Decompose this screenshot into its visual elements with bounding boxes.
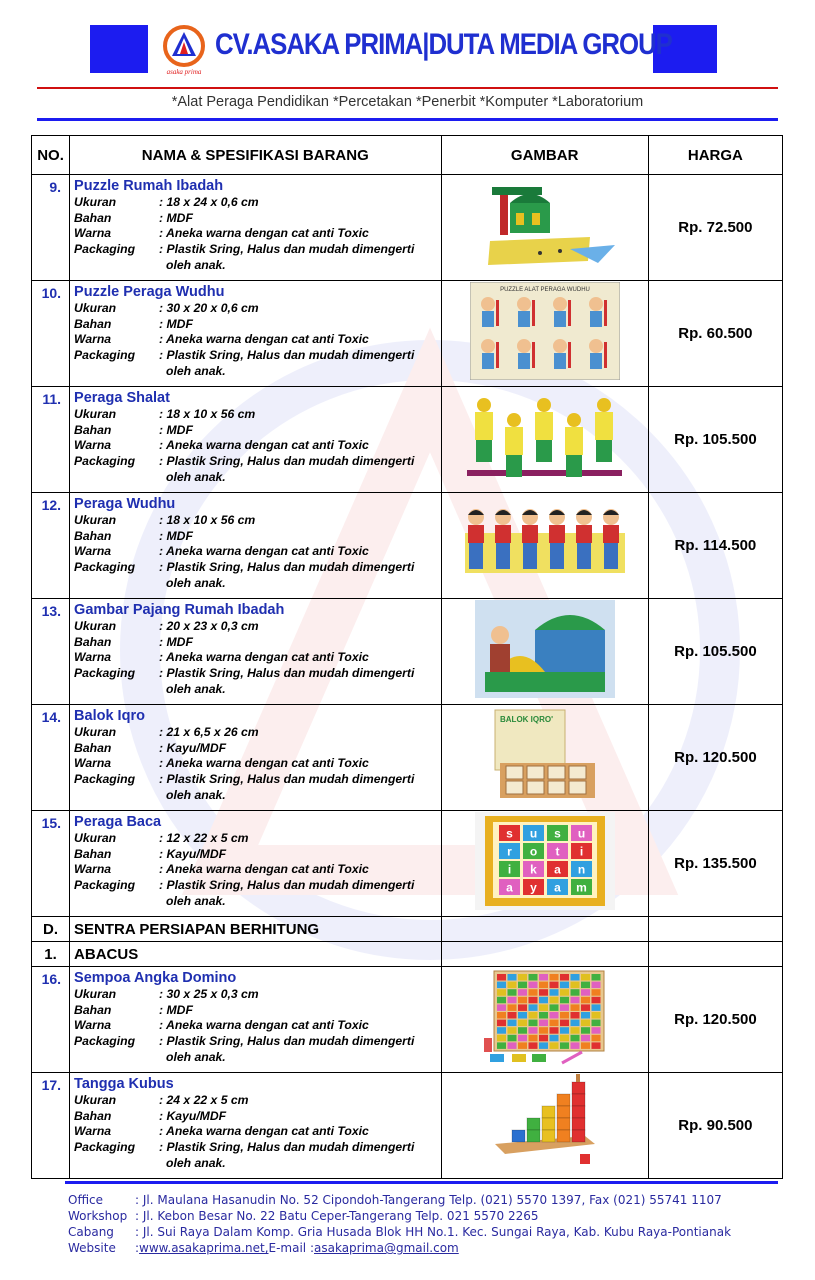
table-row: [32, 493, 783, 599]
spec-material: : MDF: [159, 422, 193, 437]
item-name-spec: [70, 281, 441, 387]
svg-text:u: u: [577, 826, 585, 841]
section-no: D.: [32, 917, 70, 942]
spec-material: : MDF: [159, 634, 193, 649]
spec-material: : Kayu/MDF: [159, 846, 227, 861]
product-price: Rp. 105.500: [648, 387, 782, 493]
spec-color: : Aneka warna dengan cat anti Toxic: [159, 756, 369, 771]
wudhu-puzzle-icon: [470, 287, 620, 384]
item-name-spec: [70, 175, 441, 281]
subsection-title: ABACUS: [70, 942, 441, 967]
product-image: [441, 967, 648, 1073]
svg-text:k: k: [529, 862, 537, 877]
product-name: Peraga Baca: [74, 814, 162, 830]
product-image: [441, 599, 648, 705]
product-name: Tangga Kubus: [74, 1076, 174, 1092]
spec-size: : 21 x 6,5 x 26 cm: [159, 725, 259, 739]
svg-text:i: i: [507, 862, 511, 877]
svg-text:s: s: [553, 826, 561, 841]
product-name: Gambar Pajang Rumah Ibadah: [74, 602, 285, 618]
domino-abacus-icon: [482, 1053, 607, 1070]
section-row: [32, 917, 783, 942]
item-no: 13.: [32, 599, 70, 705]
product-image: [441, 281, 648, 387]
item-name-spec: [70, 387, 441, 493]
header-price: HARGA: [648, 136, 782, 175]
item-name-spec: [70, 705, 441, 811]
wudhu-figures-icon: [460, 570, 630, 587]
item-no: 9.: [32, 175, 70, 281]
spec-material: : MDF: [159, 316, 193, 331]
item-no: 10.: [32, 281, 70, 387]
svg-text:i: i: [579, 844, 583, 859]
svg-text:y: y: [529, 880, 537, 895]
footer-divider-blue: [65, 1181, 778, 1184]
product-spec: Ukuran : 20 x 23 x 0,3 cm Bahan : MDF Warna : Aneka warna dengan cat anti Toxic Packaging : Plastik Sring, Halus dan mudah dimengerti oleh anak.: [74, 619, 440, 698]
table-row: [32, 599, 783, 705]
product-spec: Ukuran : 18 x 24 x 0,6 cm Bahan : MDF Warna : Aneka warna dengan cat anti Toxic Packaging : Plastik Sring, Halus dan mudah dimengerti oleh anak.: [74, 195, 440, 274]
item-no: 17.: [32, 1073, 70, 1179]
spec-color: : Aneka warna dengan cat anti Toxic: [159, 1124, 369, 1139]
product-name: Sempoa Angka Domino: [74, 970, 237, 986]
item-no: 16.: [32, 967, 70, 1073]
item-name-spec: [70, 811, 441, 917]
spec-color: : Aneka warna dengan cat anti Toxic: [159, 862, 369, 877]
svg-text:r: r: [506, 844, 512, 859]
spec-color: : Aneka warna dengan cat anti Toxic: [159, 438, 369, 453]
product-name: Puzzle Peraga Wudhu: [74, 284, 225, 300]
spec-color: : Aneka warna dengan cat anti Toxic: [159, 1018, 369, 1033]
product-price: Rp. 114.500: [648, 493, 782, 599]
product-spec: Ukuran : 12 x 22 x 5 cm Bahan : Kayu/MDF Warna : Aneka warna dengan cat anti Toxic Packaging : Plastik Sring, Halus dan mudah dimengerti oleh anak.: [74, 831, 440, 910]
spec-size: : 24 x 22 x 5 cm: [159, 1093, 249, 1107]
table-row: [32, 387, 783, 493]
header-image: GAMBAR: [441, 136, 648, 175]
product-price: Rp. 105.500: [648, 599, 782, 705]
spec-size: : 18 x 10 x 56 cm: [159, 513, 256, 527]
table-row: [32, 175, 783, 281]
header-no: NO.: [32, 136, 70, 175]
table-row: [32, 705, 783, 811]
spec-packaging: : Plastik Sring, Halus dan mudah dimengerti: [159, 348, 415, 363]
footer-contact: [68, 1192, 731, 1256]
svg-text:m: m: [575, 880, 587, 895]
spec-packaging-cont: oleh anak.: [166, 893, 226, 908]
iqro-blocks-icon: [490, 714, 600, 807]
spec-material: : MDF: [159, 528, 193, 543]
product-image: [441, 493, 648, 599]
section-title: SENTRA PERSIAPAN BERHITUNG: [70, 917, 441, 942]
tagline: *Alat Peraga Pendidikan *Percetakan *Penerbit *Komputer *Laboratorium: [171, 94, 644, 110]
header-blue-block-left: [90, 25, 148, 73]
spec-packaging: : Plastik Sring, Halus dan mudah dimengerti: [159, 1140, 415, 1155]
spec-material: : Kayu/MDF: [159, 1108, 227, 1123]
item-no: 12.: [32, 493, 70, 599]
header-name: NAMA & SPESIFIKASI BARANG: [70, 136, 441, 175]
spec-material: : MDF: [159, 1002, 193, 1017]
spec-packaging-cont: oleh anak.: [166, 575, 226, 590]
spec-size: : 30 x 25 x 0,3 cm: [159, 987, 259, 1001]
product-image: [441, 811, 648, 917]
product-name: Puzzle Rumah Ibadah: [74, 178, 224, 194]
item-name-spec: [70, 967, 441, 1073]
item-no: 15.: [32, 811, 70, 917]
svg-text:s: s: [505, 826, 513, 841]
item-name-spec: [70, 1073, 441, 1179]
spec-size: : 18 x 24 x 0,6 cm: [159, 195, 259, 209]
product-name: Peraga Wudhu: [74, 496, 176, 512]
product-image: [441, 175, 648, 281]
header-divider-blue: [37, 118, 778, 121]
svg-text:n: n: [577, 862, 585, 877]
product-image: [441, 387, 648, 493]
table-row: [32, 967, 783, 1073]
product-spec: Ukuran : 24 x 22 x 5 cm Bahan : Kayu/MDF Warna : Aneka warna dengan cat anti Toxic Packaging : Plastik Sring, Halus dan mudah dimengerti oleh anak.: [74, 1093, 440, 1172]
spec-packaging: : Plastik Sring, Halus dan mudah dimengerti: [159, 454, 415, 469]
footer-website: Website : www.asakaprima.net, E-mail : asakaprima@gmail.com: [68, 1241, 459, 1255]
product-spec: Ukuran : 30 x 25 x 0,3 cm Bahan : MDF Warna : Aneka warna dengan cat anti Toxic Packaging : Plastik Sring, Halus dan mudah dimengerti oleh anak.: [74, 987, 440, 1066]
product-spec: Ukuran : 30 x 20 x 0,6 cm Bahan : MDF Warna : Aneka warna dengan cat anti Toxic Packaging : Plastik Sring, Halus dan mudah dimengerti oleh anak.: [74, 301, 440, 380]
spec-packaging: : Plastik Sring, Halus dan mudah dimengerti: [159, 772, 415, 787]
footer-branch: Cabang : Jl. Sui Raya Dalam Komp. Gria Husada Blok HH No.1. Kec. Sungai Raya, Kab. Kubu Raya-Pontianak: [68, 1225, 732, 1239]
svg-text:asaka prima: asaka prima: [166, 68, 202, 76]
spec-packaging-cont: oleh anak.: [166, 363, 226, 378]
spec-packaging: : Plastik Sring, Halus dan mudah dimengerti: [159, 560, 415, 575]
footer-office: Office : Jl. Maulana Hasanudin No. 52 Cipondoh-Tangerang Telp. (021) 5570 1397, Fax (021) 55741 1107: [68, 1193, 722, 1207]
table-row: [32, 281, 783, 387]
table-header-row: [32, 136, 783, 175]
product-price: Rp. 72.500: [648, 175, 782, 281]
spec-color: : Aneka warna dengan cat anti Toxic: [159, 650, 369, 665]
table-row: [32, 811, 783, 917]
subsection-row: [32, 942, 783, 967]
svg-text:BALOK IQRO': BALOK IQRO': [499, 714, 553, 724]
product-name: Peraga Shalat: [74, 390, 170, 406]
item-no: 11.: [32, 387, 70, 493]
subsection-no: 1.: [32, 942, 70, 967]
product-image: [441, 1073, 648, 1179]
spec-material: : MDF: [159, 210, 193, 225]
spec-packaging-cont: oleh anak.: [166, 469, 226, 484]
svg-text:a: a: [505, 880, 513, 895]
spec-color: : Aneka warna dengan cat anti Toxic: [159, 226, 369, 241]
product-price: Rp. 60.500: [648, 281, 782, 387]
item-name-spec: [70, 493, 441, 599]
prayer-figures-icon: [462, 469, 627, 486]
mosque-puzzle-icon: [470, 258, 620, 275]
spec-packaging: : Plastik Sring, Halus dan mudah dimengerti: [159, 878, 415, 893]
product-table: [31, 135, 783, 1179]
product-spec: Ukuran : 18 x 10 x 56 cm Bahan : MDF Warna : Aneka warna dengan cat anti Toxic Packaging : Plastik Sring, Halus dan mudah dimengerti oleh anak.: [74, 407, 440, 486]
svg-text:a: a: [553, 862, 561, 877]
footer-workshop: Workshop : Jl. Kebon Besar No. 22 Batu Ceper-Tangerang Telp. 021 5570 2265: [68, 1209, 539, 1223]
spec-packaging-cont: oleh anak.: [166, 787, 226, 802]
spec-packaging: : Plastik Sring, Halus dan mudah dimengerti: [159, 1034, 415, 1049]
spec-size: : 18 x 10 x 56 cm: [159, 407, 256, 421]
product-price: Rp. 135.500: [648, 811, 782, 917]
spec-size: : 20 x 23 x 0,3 cm: [159, 619, 259, 633]
svg-text:u: u: [529, 826, 537, 841]
product-name: Balok Iqro: [74, 708, 145, 724]
spec-packaging-cont: oleh anak.: [166, 1049, 226, 1064]
mosque-display-icon: [475, 685, 615, 702]
svg-text:o: o: [529, 844, 537, 859]
spec-color: : Aneka warna dengan cat anti Toxic: [159, 332, 369, 347]
product-spec: Ukuran : 18 x 10 x 56 cm Bahan : MDF Warna : Aneka warna dengan cat anti Toxic Packaging : Plastik Sring, Halus dan mudah dimengerti oleh anak.: [74, 513, 440, 592]
product-image: [441, 705, 648, 811]
email-link[interactable]: asakaprima@gmail.com: [314, 1241, 459, 1255]
svg-text:a: a: [553, 880, 561, 895]
item-name-spec: [70, 599, 441, 705]
spec-size: : 12 x 22 x 5 cm: [159, 831, 249, 845]
spec-material: : Kayu/MDF: [159, 740, 227, 755]
spec-packaging: : Plastik Sring, Halus dan mudah dimengerti: [159, 666, 415, 681]
company-logo-icon: [158, 24, 210, 76]
spec-size: : 30 x 20 x 0,6 cm: [159, 301, 259, 315]
product-price: Rp. 90.500: [648, 1073, 782, 1179]
spec-color: : Aneka warna dengan cat anti Toxic: [159, 544, 369, 559]
product-spec: Ukuran : 21 x 6,5 x 26 cm Bahan : Kayu/MDF Warna : Aneka warna dengan cat anti Toxic Packaging : Plastik Sring, Halus dan mudah dimengerti oleh anak.: [74, 725, 440, 804]
spec-packaging-cont: oleh anak.: [166, 257, 226, 272]
item-no: 14.: [32, 705, 70, 811]
spec-packaging-cont: oleh anak.: [166, 1155, 226, 1170]
svg-text:t: t: [555, 844, 560, 859]
product-price: Rp. 120.500: [648, 705, 782, 811]
reading-blocks-icon: [475, 826, 615, 914]
website-link[interactable]: www.asakaprima.net,: [139, 1241, 269, 1255]
spec-packaging: : Plastik Sring, Halus dan mudah dimengerti: [159, 242, 415, 257]
header-divider-red: [37, 87, 778, 89]
spec-packaging-cont: oleh anak.: [166, 681, 226, 696]
product-price: Rp. 120.500: [648, 967, 782, 1073]
svg-text:PUZZLE ALAT PERAGA WUDHU: PUZZLE ALAT PERAGA WUDHU: [499, 287, 590, 293]
table-row: [32, 1073, 783, 1179]
company-name: CV.ASAKA PRIMA|DUTA MEDIA GROUP: [215, 28, 672, 61]
cube-stairs-icon: [490, 1159, 600, 1176]
